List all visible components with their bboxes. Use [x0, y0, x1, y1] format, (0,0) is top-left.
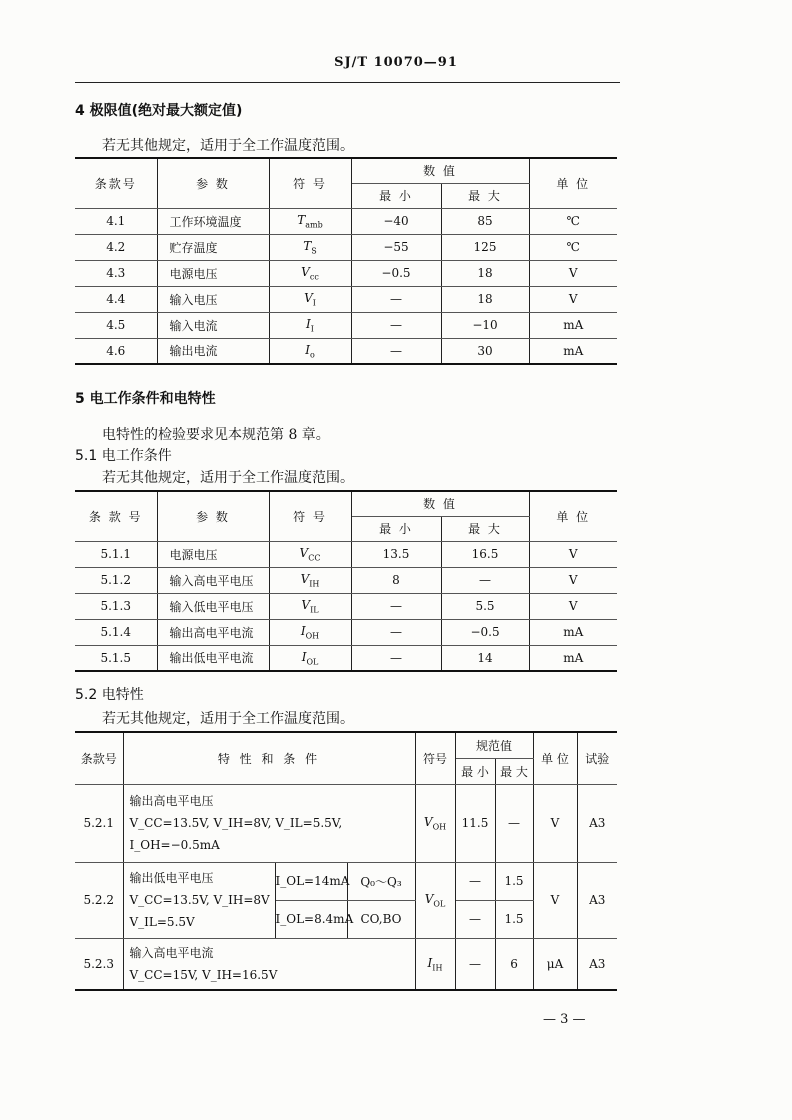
clause: 5.1.1 — [75, 541, 157, 567]
parameter: 输出低电平电流 — [157, 645, 269, 671]
min: — — [455, 938, 495, 990]
parameter: 输入低电平电压 — [157, 593, 269, 619]
table-row — [75, 938, 617, 990]
min-value: 13.5 — [351, 541, 441, 567]
min-value: −40 — [351, 208, 441, 234]
max-value: 18 — [441, 260, 529, 286]
sub-condition-current: I_OL=14mA — [275, 862, 347, 900]
unit: V — [533, 862, 577, 938]
header-min: 最 小 — [351, 183, 441, 208]
symbol — [269, 312, 351, 338]
symbol-letter: V — [423, 814, 433, 829]
symbol — [269, 593, 351, 619]
unit: μA — [533, 938, 577, 990]
symbol-letter: T — [297, 212, 306, 227]
header-clause: 条款号 — [75, 732, 123, 784]
symbol-sub: OH — [305, 631, 320, 641]
max-value: −10 — [441, 312, 529, 338]
table-row — [75, 567, 617, 593]
parameter: 电源电压 — [157, 260, 269, 286]
min-value: — — [351, 338, 441, 364]
symbol — [269, 619, 351, 645]
condition-text: V_CC=13.5V, V_IH=8V — [129, 893, 270, 907]
header-spec: 规范值 — [455, 732, 533, 758]
table-row — [75, 338, 617, 364]
symbol-sub: IH — [309, 579, 320, 589]
symbol-letter: V — [300, 571, 310, 586]
max-value: 85 — [441, 208, 529, 234]
characteristic-name: 输出高电平电压 — [129, 794, 214, 808]
min-value: — — [351, 286, 441, 312]
limits-table — [75, 157, 617, 365]
header-param: 参 数 — [157, 491, 269, 541]
symbol-sub: OL — [433, 899, 446, 909]
section-5-2-note: 若无其他规定，适用于全工作温度范围。 — [102, 711, 354, 727]
sub-condition-outputs: CO,BO — [347, 900, 415, 938]
max-value: 5.5 — [441, 593, 529, 619]
min-value: — — [351, 645, 441, 671]
header-max: 最 大 — [441, 183, 529, 208]
max-value: −0.5 — [441, 619, 529, 645]
min-value: 8 — [351, 567, 441, 593]
unit: mA — [529, 619, 617, 645]
symbol-sub: amb — [305, 220, 323, 230]
symbol-letter: I — [300, 623, 306, 638]
clause: 5.1.4 — [75, 619, 157, 645]
section-5-note: 电特性的检验要求见本规范第 8 章。 — [102, 427, 330, 443]
parameter: 输出高电平电流 — [157, 619, 269, 645]
test: A3 — [577, 862, 617, 938]
symbol — [269, 338, 351, 364]
symbol — [269, 645, 351, 671]
header-symbol: 符 号 — [269, 491, 351, 541]
section-5-1-title: 5.1 电工作条件 — [75, 448, 172, 464]
electrical-characteristics-table — [75, 731, 617, 991]
symbol-letter: I — [306, 316, 311, 331]
symbol-sub: OL — [306, 656, 319, 666]
symbol-sub: CC — [308, 553, 321, 563]
max-value: 18 — [441, 286, 529, 312]
symbol — [269, 541, 351, 567]
min-value: — — [351, 312, 441, 338]
clause: 4.1 — [75, 208, 157, 234]
symbol-letter: V — [424, 891, 434, 906]
symbol-sub: I — [310, 324, 314, 334]
test: A3 — [577, 784, 617, 862]
max: 1.5 — [495, 862, 533, 900]
header-clause: 条 款 号 — [75, 491, 157, 541]
section-5-2-title: 5.2 电特性 — [75, 687, 144, 703]
max-value: 125 — [441, 234, 529, 260]
unit: mA — [529, 645, 617, 671]
min: 11.5 — [455, 784, 495, 862]
table-row — [75, 645, 617, 671]
condition-text: V_IL=5.5V — [129, 915, 195, 929]
symbol — [269, 567, 351, 593]
max-value: 16.5 — [441, 541, 529, 567]
max-value: — — [441, 567, 529, 593]
table-row — [75, 208, 617, 234]
symbol — [269, 208, 351, 234]
unit: V — [529, 593, 617, 619]
min-value: — — [351, 619, 441, 645]
symbol-letter: I — [305, 342, 310, 357]
header-unit: 单 位 — [529, 158, 617, 208]
clause: 5.2.3 — [75, 938, 123, 990]
max: 1.5 — [495, 900, 533, 938]
condition-text: V_CC=13.5V, V_IH=8V, V_IL=5.5V, I_OH=−0.5mA — [129, 816, 343, 852]
clause: 5.1.5 — [75, 645, 157, 671]
symbol-sub: I — [312, 298, 316, 308]
max-value: 14 — [441, 645, 529, 671]
characteristic-cell — [123, 938, 415, 990]
table-row — [75, 312, 617, 338]
max-value: 30 — [441, 338, 529, 364]
section-5-1-note: 若无其他规定，适用于全工作温度范围。 — [102, 470, 354, 486]
clause: 4.5 — [75, 312, 157, 338]
header-min: 最 小 — [351, 516, 441, 541]
header-param: 参 数 — [157, 158, 269, 208]
clause: 5.2.1 — [75, 784, 123, 862]
parameter: 输入电压 — [157, 286, 269, 312]
page-number: — 3 — — [543, 1012, 586, 1027]
characteristic-cell — [123, 862, 275, 938]
symbol — [269, 286, 351, 312]
symbol — [415, 784, 455, 862]
symbol-letter: T — [303, 238, 312, 253]
symbol — [269, 234, 351, 260]
sub-condition-current: I_OL=8.4mA — [275, 900, 347, 938]
symbol-sub: S — [311, 246, 317, 256]
unit: mA — [529, 312, 617, 338]
section-4-note: 若无其他规定，适用于全工作温度范围。 — [102, 138, 354, 154]
clause: 5.2.2 — [75, 862, 123, 938]
parameter: 输入高电平电压 — [157, 567, 269, 593]
max: — — [495, 784, 533, 862]
clause: 4.6 — [75, 338, 157, 364]
characteristic-cell — [123, 784, 415, 862]
characteristic-name: 输入高电平电流 — [129, 945, 214, 960]
header-values: 数 值 — [351, 158, 529, 183]
symbol-letter: V — [301, 597, 311, 612]
parameter: 工作环境温度 — [157, 208, 269, 234]
section-5-title: 5 电工作条件和电特性 — [75, 391, 216, 407]
table-row — [75, 784, 617, 862]
operating-conditions-table — [75, 490, 617, 672]
symbol-letter: I — [427, 955, 433, 970]
unit: ℃ — [529, 208, 617, 234]
characteristic-name: 输出低电平电压 — [129, 871, 214, 885]
table-row — [75, 286, 617, 312]
symbol-letter: V — [299, 545, 309, 560]
unit: ℃ — [529, 234, 617, 260]
test: A3 — [577, 938, 617, 990]
min-value: — — [351, 593, 441, 619]
min-value: −55 — [351, 234, 441, 260]
clause: 4.2 — [75, 234, 157, 260]
unit: V — [529, 260, 617, 286]
symbol-letter: V — [304, 290, 313, 305]
symbol — [415, 862, 455, 938]
symbol-sub: OH — [432, 822, 447, 832]
header-characteristics: 特 性 和 条 件 — [123, 732, 415, 784]
max: 6 — [495, 938, 533, 990]
table-row — [75, 260, 617, 286]
symbol — [269, 260, 351, 286]
table-row — [75, 234, 617, 260]
header-unit: 单 位 — [529, 491, 617, 541]
clause: 5.1.2 — [75, 567, 157, 593]
symbol — [415, 938, 455, 990]
min-value: −0.5 — [351, 260, 441, 286]
clause: 4.3 — [75, 260, 157, 286]
sub-condition-outputs: Q₀～Q₃ — [347, 862, 415, 900]
header-max: 最 大 — [495, 758, 533, 784]
unit: mA — [529, 338, 617, 364]
unit: V — [529, 286, 617, 312]
unit: V — [529, 567, 617, 593]
header-symbol: 符 号 — [269, 158, 351, 208]
table-row — [75, 593, 617, 619]
clause: 4.4 — [75, 286, 157, 312]
symbol-sub: cc — [309, 272, 319, 282]
table-row — [75, 862, 617, 900]
symbol-letter: V — [301, 264, 310, 279]
header-clause: 条款号 — [75, 158, 157, 208]
clause: 5.1.3 — [75, 593, 157, 619]
header-values: 数 值 — [351, 491, 529, 516]
table-row — [75, 619, 617, 645]
unit: V — [533, 784, 577, 862]
symbol-sub: IH — [432, 962, 443, 972]
min: — — [455, 862, 495, 900]
section-4-title: 4 极限值(绝对最大额定值) — [75, 103, 243, 119]
header-max: 最 大 — [441, 516, 529, 541]
min: — — [455, 900, 495, 938]
document-header: SJ/T 10070—91 — [334, 55, 458, 70]
unit: V — [529, 541, 617, 567]
condition-text: V_CC=15V, V_IH=16.5V — [129, 967, 278, 982]
parameter: 输出电流 — [157, 338, 269, 364]
header-test: 试验 — [577, 732, 617, 784]
parameter: 输入电流 — [157, 312, 269, 338]
symbol-sub: IL — [310, 605, 319, 615]
parameter: 电源电压 — [157, 541, 269, 567]
header-unit: 单 位 — [533, 732, 577, 784]
header-rule — [75, 82, 620, 83]
symbol-sub: o — [309, 349, 315, 359]
parameter: 贮存温度 — [157, 234, 269, 260]
table-row — [75, 541, 617, 567]
header-min: 最 小 — [455, 758, 495, 784]
header-symbol: 符号 — [415, 732, 455, 784]
symbol-letter: I — [301, 649, 307, 664]
